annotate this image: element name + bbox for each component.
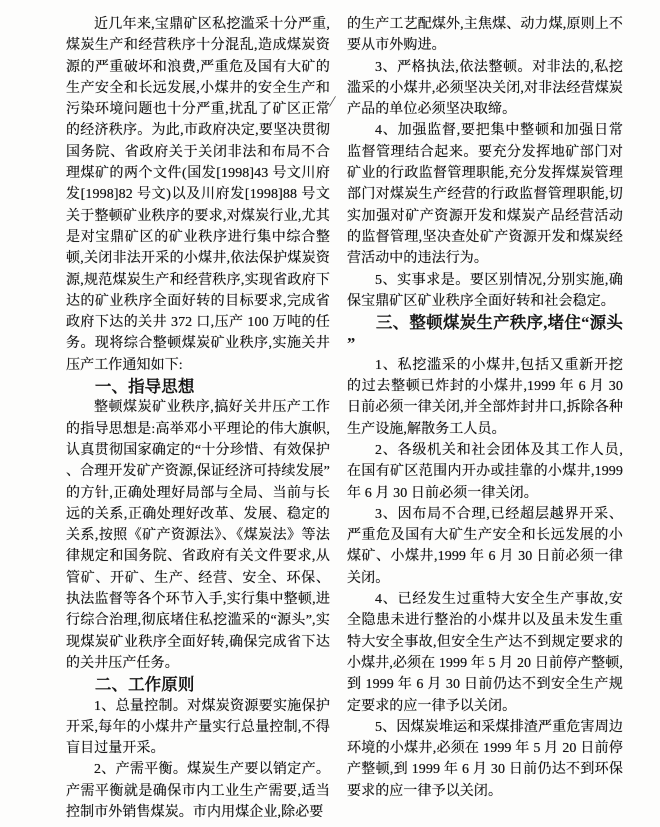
heading-section-3-rectify-production-order: 三、整顿煤炭生产秩序,堵住“源头” — [347, 313, 623, 354]
scan-slash-artifact: / — [328, 91, 337, 112]
paragraph-rectify-2-agency-mines: 2、各级机关和社会团体及其工作人员,在国有矿区范围内开办或挂靠的小煤井,1999 年 6 月 30 日前必须一律关闭。 — [347, 442, 623, 501]
paragraph-principle-5-pragmatic: 5、实事求是。要区别情况,分别实施,确保宝鼎矿区矿业秩序全面好转和社会稳定。 — [347, 272, 623, 309]
paragraph-rectify-1-illegal-mines: 1、私挖滥采的小煤井,包括又重新开挖的过去整顿已炸封的小煤井,1999 年 6 月 30 日前必须一律关闭,并全部炸封井口,拆除各种生产设施,解散务工人员。 — [347, 357, 623, 437]
paragraph-principle-2-continued: 的生产工艺配煤外,主焦煤、动力煤,原则上不要从市外购进。 — [347, 17, 623, 54]
paragraph-guiding-ideology: 整顿煤炭矿业秩序,搞好关井压产工作的指导思想是:高举邓小平理论的伟大旗帜,认真贯彻国家确定的“十分珍惜、有效保护、合理开发矿产资源,保证经济可持续发展”的方针,正确处理好局部与全局、当前与长远的关系,正确处理好改革、发展、稳定的关系,按照《矿产资源法》、《煤炭法》等法律规定和国务院、省政府有关文件要求,从管矿、开矿、生产、经营、安全、环保、执法监督等各个环节入手,实行集中整顿,进行综合治理,彻底堵住私挖滥采的“源头”,实现煤炭矿业秩序全面好转,确保完成省下达的关井压产任务。 — [66, 400, 330, 671]
paragraph-intro: 近几年来,宝鼎矿区私挖滥采十分严重,煤炭生产和经营秩序十分混乱,造成煤炭资源的严重破坏和浪费,严重危及国有大矿的生产安全和长远发展,小煤井的安全生产和污染环境问题也十分严重,扰乱了矿区正常的经济秩序。为此,市政府决定,要坚决贯彻国务院、省政府关于关闭非法和布局不合理煤矿的两个文件(国发[1998]43 号文川府发[1998]82 号文)以及川府发[1998]88 号文关于整顿矿业秩序的要求,对煤炭行业,尤其是对宝鼎矿区的矿业秩序进行集中综合整顿,关闭非法开采的小煤井,依法保护煤炭资源,规范煤炭生产和经营秩序,实现省政府下达的矿业秩序全面好转的目标要求,完成省政府下达的关井 372 口,压产 100 万吨的任务。现将综合整顿煤炭矿业秩序,实施关井压产工作通知如下: — [66, 17, 330, 373]
heading-section-2-work-principles: 二、工作原则 — [94, 675, 195, 695]
paragraph-principle-3-law-enforcement: 3、严格执法,依法整顿。对非法的,私挖滥采的小煤井,必须坚决关闭,对非法经营煤炭产品的单位必须坚决取缔。 — [347, 59, 623, 118]
paragraph-rectify-3-layout-mines: 3、因布局不合理,已经超层越界开采、严重危及国有大矿生产安全和长远发展的小煤矿、小煤井,1999 年 6 月 30 日前必须一律关闭。 — [347, 506, 623, 586]
right-column — [347, 14, 623, 819]
paragraph-principle-1-total-control: 1、总量控制。对煤炭资源要实施保护开采,每年的小煤井产量实行总量控制,不得盲目过量开采。 — [66, 698, 330, 757]
left-column — [66, 14, 330, 819]
paragraph-principle-2-supply-demand: 2、产需平衡。煤炭生产要以销定产。产需平衡就是确保市内工业生产需要,适当控制市外销售煤炭。市内用煤企业,除必要 — [66, 762, 330, 820]
paragraph-rectify-4-safety-mines: 4、已经发生过重特大安全生产事故,安全隐患未进行整治的小煤井以及虽未发生重特大安全事故,但安全生产达不到规定要求的小煤井,必须在 1999 年 5 月 20 日前停产整顿,到 1999 年 6 月 30 日前仍达不到安全生产规定要求的应一律予以关闭。 — [347, 592, 623, 714]
paragraph-rectify-5-environment-mines: 5、因煤炭堆运和采煤排渣严重危害周边环境的小煤井,必须在 1999 年 5 月 20 日前停产整顿,到 1999 年 6 月 30 日前仍达不到环保要求的应一律予以关闭。 — [347, 719, 623, 799]
heading-section-1-guiding-ideology: 一、指导思想 — [94, 377, 195, 397]
paragraph-principle-4-supervision: 4、加强监督,要把集中整顿和加强日常监督管理结合起来。要充分发挥地矿部门对矿业的行政监督管理职能,充分发挥煤炭管理部门对煤炭生产经营的行政监督管理职能,切实加强对矿产资源开发和煤炭产品经营活动的监督管理,坚决查处矿产资源开发和煤炭经营活动中的违法行为。 — [347, 123, 623, 267]
